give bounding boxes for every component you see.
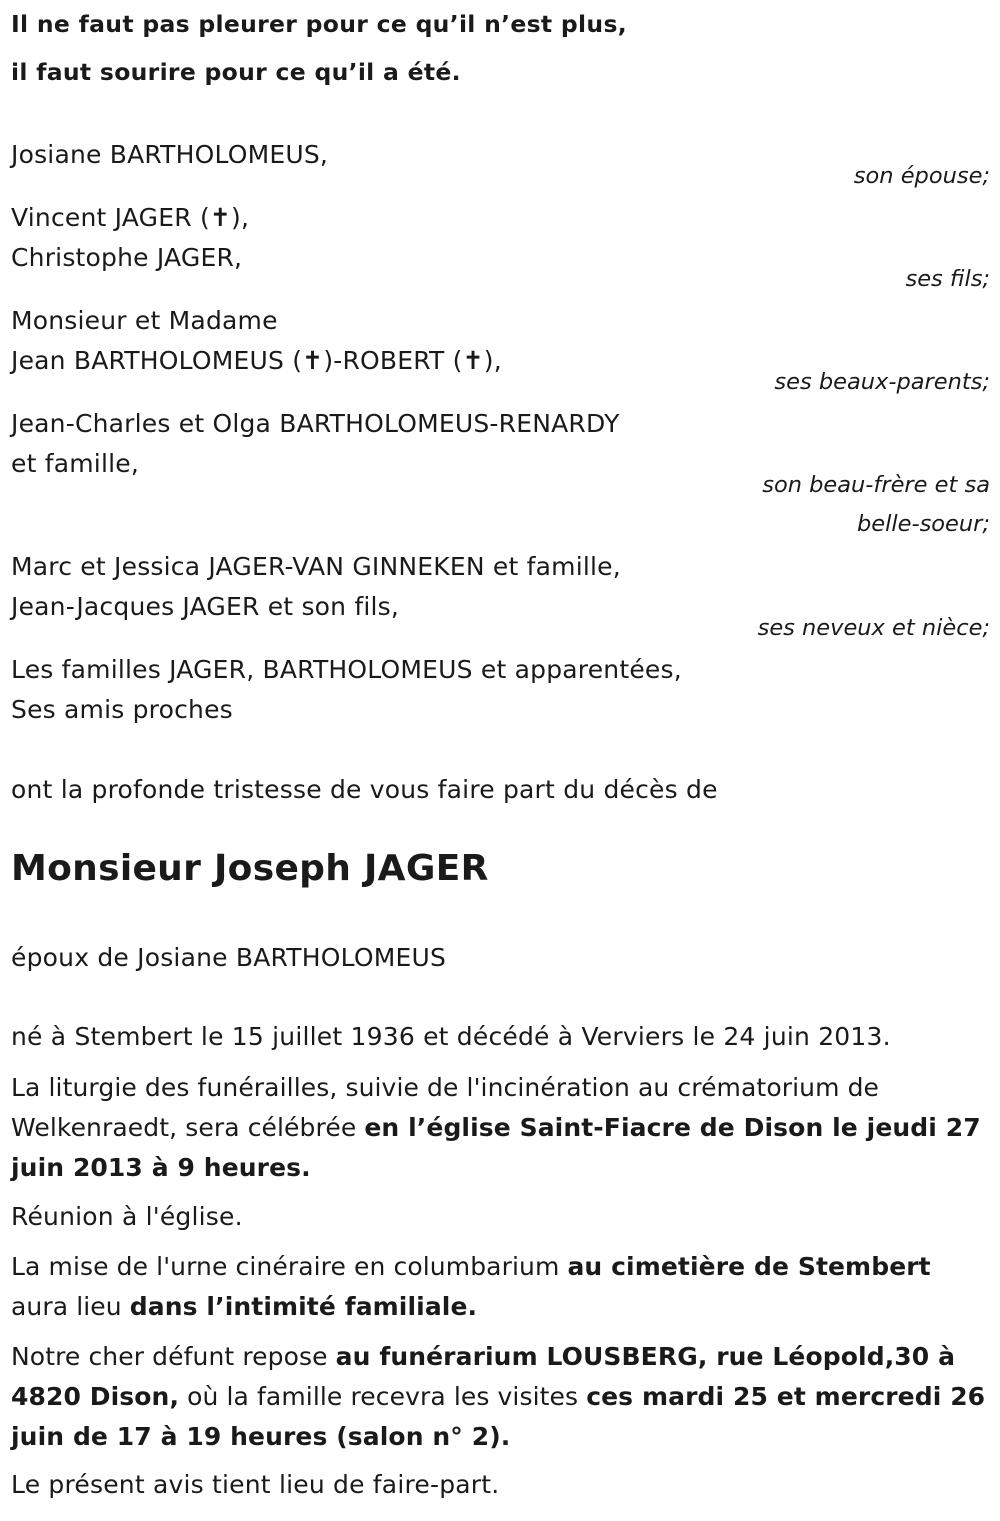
urn-text-1: La mise de l'urne cinéraire en columbarium <box>11 1252 568 1281</box>
son-2: Christophe JAGER, <box>11 243 243 272</box>
nephew-relation: ses neveux et nièce; <box>757 615 990 641</box>
visit-bold-2: ces mardi 25 et mercredi 26 juin de 17 à 19 heures (salon n° 2). <box>11 1382 986 1451</box>
deceased-spouse-line: époux de Josiane BARTHOLOMEUS <box>11 943 447 972</box>
others-line-2: Ses amis proches <box>11 695 233 724</box>
spouse-name: Josiane BARTHOLOMEUS, <box>11 140 329 169</box>
others-line-1: Les familles JAGER, BARTHOLOMEUS et apparentées, <box>11 655 682 684</box>
urn-text-2: aura lieu <box>11 1292 130 1321</box>
urn-bold-2: dans l’intimité familiale. <box>129 1292 478 1321</box>
quote-line-1: Il ne faut pas pleurer pour ce qu’il n’est plus, <box>11 10 627 38</box>
sibling-relation-2: belle-soeur; <box>856 511 990 537</box>
urn-bold-1: au cimetière de Stembert <box>567 1252 931 1281</box>
spouse-relation: son épouse; <box>853 163 990 189</box>
liturgy-text: La liturgie des funérailles, suivie de l'incinération au crématorium de Welkenraedt, sera célébrée <box>11 1073 880 1142</box>
visit-paragraph <box>11 1337 991 1457</box>
son-1: Vincent JAGER (✝), <box>11 203 250 232</box>
announcement: ont la profonde tristesse de vous faire part du décès de <box>11 775 718 804</box>
sibling-line-1: Jean-Charles et Olga BARTHOLOMEUS-RENARDY <box>11 409 620 438</box>
inlaws-line-1: Monsieur et Madame <box>11 306 278 335</box>
reunion-line: Réunion à l'église. <box>11 1202 243 1231</box>
visit-text-1: Notre cher défunt repose <box>11 1342 336 1371</box>
sibling-line-2: et famille, <box>11 449 139 478</box>
liturgy-bold: en l’église Saint-Fiacre de Dison le jeudi 27 juin 2013 à 9 heures. <box>11 1113 981 1182</box>
closing-line: Le présent avis tient lieu de faire-part. <box>11 1470 500 1499</box>
urn-paragraph <box>11 1247 991 1327</box>
visit-text-2: où la famille recevra les visites <box>179 1382 587 1411</box>
visit-bold-1: au funérarium LOUSBERG, rue Léopold,30 à 4820 Dison, <box>11 1342 956 1411</box>
liturgy-paragraph <box>11 1068 991 1188</box>
quote-line-2: il faut sourire pour ce qu’il a été. <box>11 58 461 86</box>
nephew-line-2: Jean-Jacques JAGER et son fils, <box>11 592 400 621</box>
deceased-name: Monsieur Joseph JAGER <box>11 848 489 889</box>
sibling-relation-1: son beau-frère et sa <box>762 472 990 498</box>
birth-death-line: né à Stembert le 15 juillet 1936 et décédé à Verviers le 24 juin 2013. <box>11 1022 891 1051</box>
inlaws-relation: ses beaux-parents; <box>774 369 990 395</box>
nephew-line-1: Marc et Jessica JAGER-VAN GINNEKEN et famille, <box>11 552 621 581</box>
sons-relation: ses fils; <box>905 266 990 292</box>
inlaws-line-2: Jean BARTHOLOMEUS (✝)-ROBERT (✝), <box>11 346 502 375</box>
